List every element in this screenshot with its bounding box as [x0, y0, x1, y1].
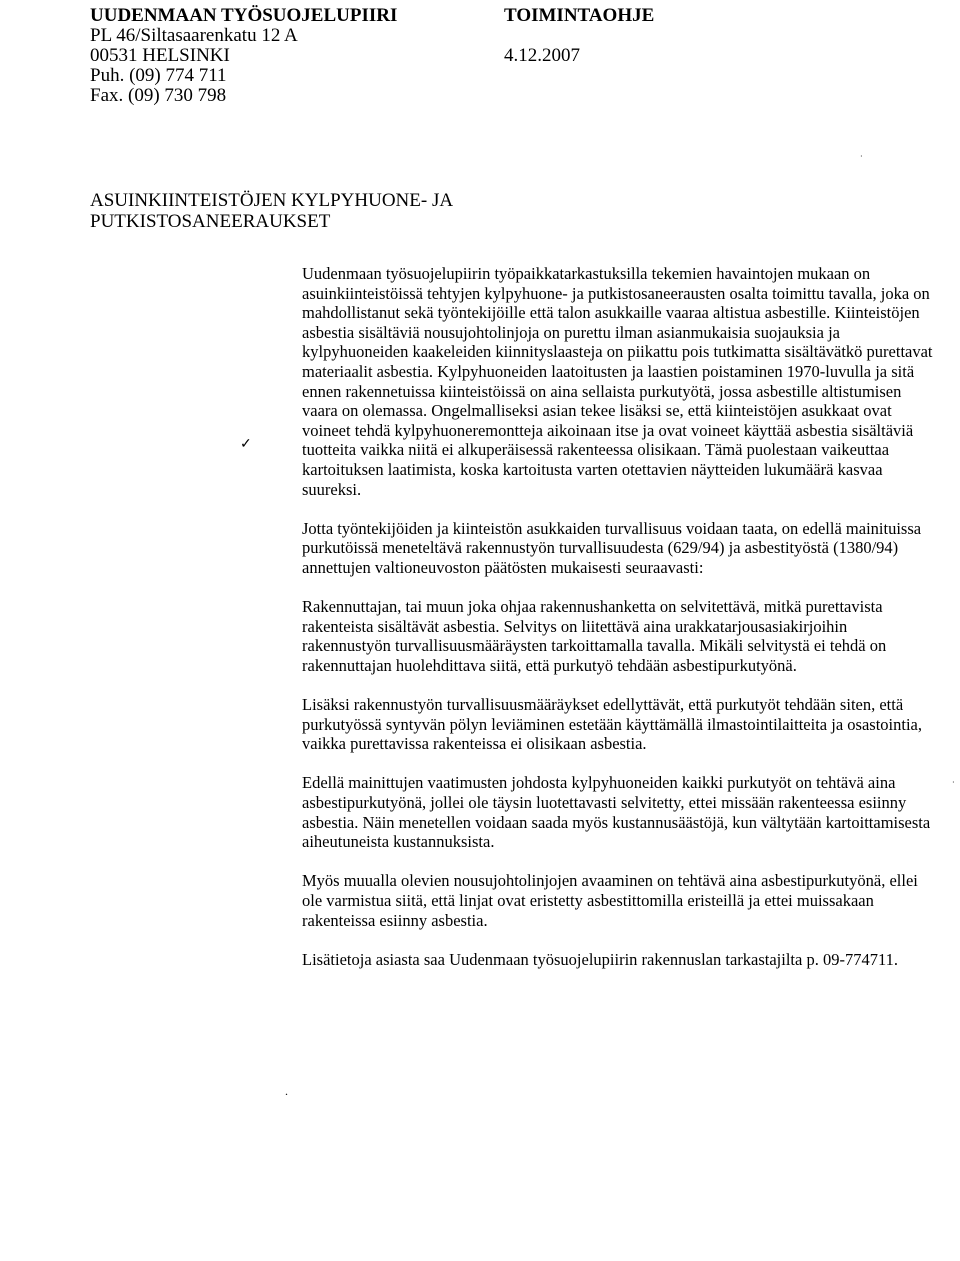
scan-dot: .: [285, 1084, 288, 1098]
paragraph-4: Lisäksi rakennustyön turvallisuusmääräykset edellyttävät, että purkutyöt tehdään siten, että purkutyössä syntyvän pölyn leviäminen estetään käyttämällä ilmastointilaitteita ja osastointia, vaikka purettavissa rakenteissa ei olisikaan asbestia.: [302, 695, 922, 754]
sender-city: 00531 HELSINKI: [90, 45, 230, 66]
document-date: 4.12.2007: [504, 45, 580, 66]
document-body: [302, 264, 940, 989]
scan-dot: ·: [952, 778, 955, 787]
paragraph-2: Jotta työntekijöiden ja kiinteistön asukkaiden turvallisuus voidaan taata, on edellä mainituissa purkutöissä meneteltävä rakennustyön turvallisuudesta (629/94) ja asbestityöstä (1380/94) annettujen valtioneuvoston päätösten mukaisesti seuraavasti:: [302, 518, 922, 577]
paragraph-3: Rakennuttajan, tai muun joka ohjaa rakennushanketta on selvitettävä, mitkä purettavista rakenteista sisältävät asbestia. Selvitys on liitettävä aina urakkatarjousasiakirjoihin rakennustyön turvallisuusmääräysten tarkoittamalla tavalla. Mikäli selvitystä ei tehdä on rakennuttajan huolehdittava siitä, että purkutyö tehdään asbestipurkutyönä.: [302, 597, 887, 675]
title-line-1: ASUINKIINTEISTÖJEN KYLPYHUONE- JA: [90, 190, 454, 211]
paragraph-1: Uudenmaan työsuojelupiirin työpaikkatarkastuksilla tekemien havaintojen mukaan on asuinkiinteistöissä tehtyjen kylpyhuone- ja putkistosaneerausten osalta toimittu tavalla, joka on mahdollistanut sekä työntekijöille että talon asukkaille vaaraa altistua asbestille. Kiinteistöjen asbestia sisältäviä nousujohtolinjoja on purettu ilman asianmukaisia suojauksia ja kylpyhuoneiden kaakeleiden kiinnityslaasteja on piikattu pois tutkimatta sisältävätkö purettavat materiaalit asbestia. Kylpyhuoneiden laatoitusten ja laastien poistaminen 1970-luvulla ja sitä ennen rakennetuissa kiinteistöissä on aina sellaista purkutyötä, jossa asbestille altistumisen vaara on olemassa. Ongelmalliseksi asian tekee lisäksi se, että kiinteistöjen asukkaat ovat voineet tehdä kylpyhuoneremontteja aikoinaan itse ja ovat voineet käyttää asbestia sisältäviä tuotteita vaikka niitä ei alkuperäisessä rakenteessa olisikaan. Tämä puolestaan vaikeuttaa kartoituksen laatimista, koska kartoitusta varten otettavien näytteiden lukumäärä kasvaa suureksi.: [302, 264, 933, 499]
paragraph-7: Lisätietoja asiasta saa Uudenmaan työsuojelupiirin rakennuslan tarkastajilta p. 09-774711.: [302, 949, 898, 969]
document-type: TOIMINTAOHJE: [504, 5, 655, 26]
sender-block: [90, 6, 397, 106]
sender-address: PL 46/Siltasaarenkatu 12 A: [90, 25, 298, 46]
paragraph-6: Myös muualla olevien nousujohtolinjojen avaaminen on tehtävä aina asbestipurkutyönä, ellei ole varmistua siitä, että linjat ovat eristetty asbestittomilla eristeillä ja ettei muissakaan rakenteissa esiinny asbestia.: [302, 871, 918, 930]
document-title: [90, 190, 453, 232]
scan-mark: ✓: [240, 437, 252, 452]
sender-fax: Fax. (09) 730 798: [90, 85, 227, 106]
title-line-2: PUTKISTOSANEERAUKSET: [90, 211, 331, 232]
paragraph-5: Edellä mainittujen vaatimusten johdosta kylpyhuoneiden kaikki purkutyöt on tehtävä aina asbestipurkutyönä, jollei ole täysin luotettavasti selvitetty, ettei missään rakenteessa esiinny asbestia. Näin menetellen voidaan saada myös kustannusäästöjä, kun vältytään kartoittamisesta aiheutuneista kustannuksista.: [302, 773, 931, 852]
scan-dot: ·: [860, 152, 863, 161]
document-info: [504, 6, 654, 66]
sender-phone: Puh. (09) 774 711: [90, 65, 227, 86]
sender-organization: UUDENMAAN TYÖSUOJELUPIIRI: [90, 5, 398, 26]
